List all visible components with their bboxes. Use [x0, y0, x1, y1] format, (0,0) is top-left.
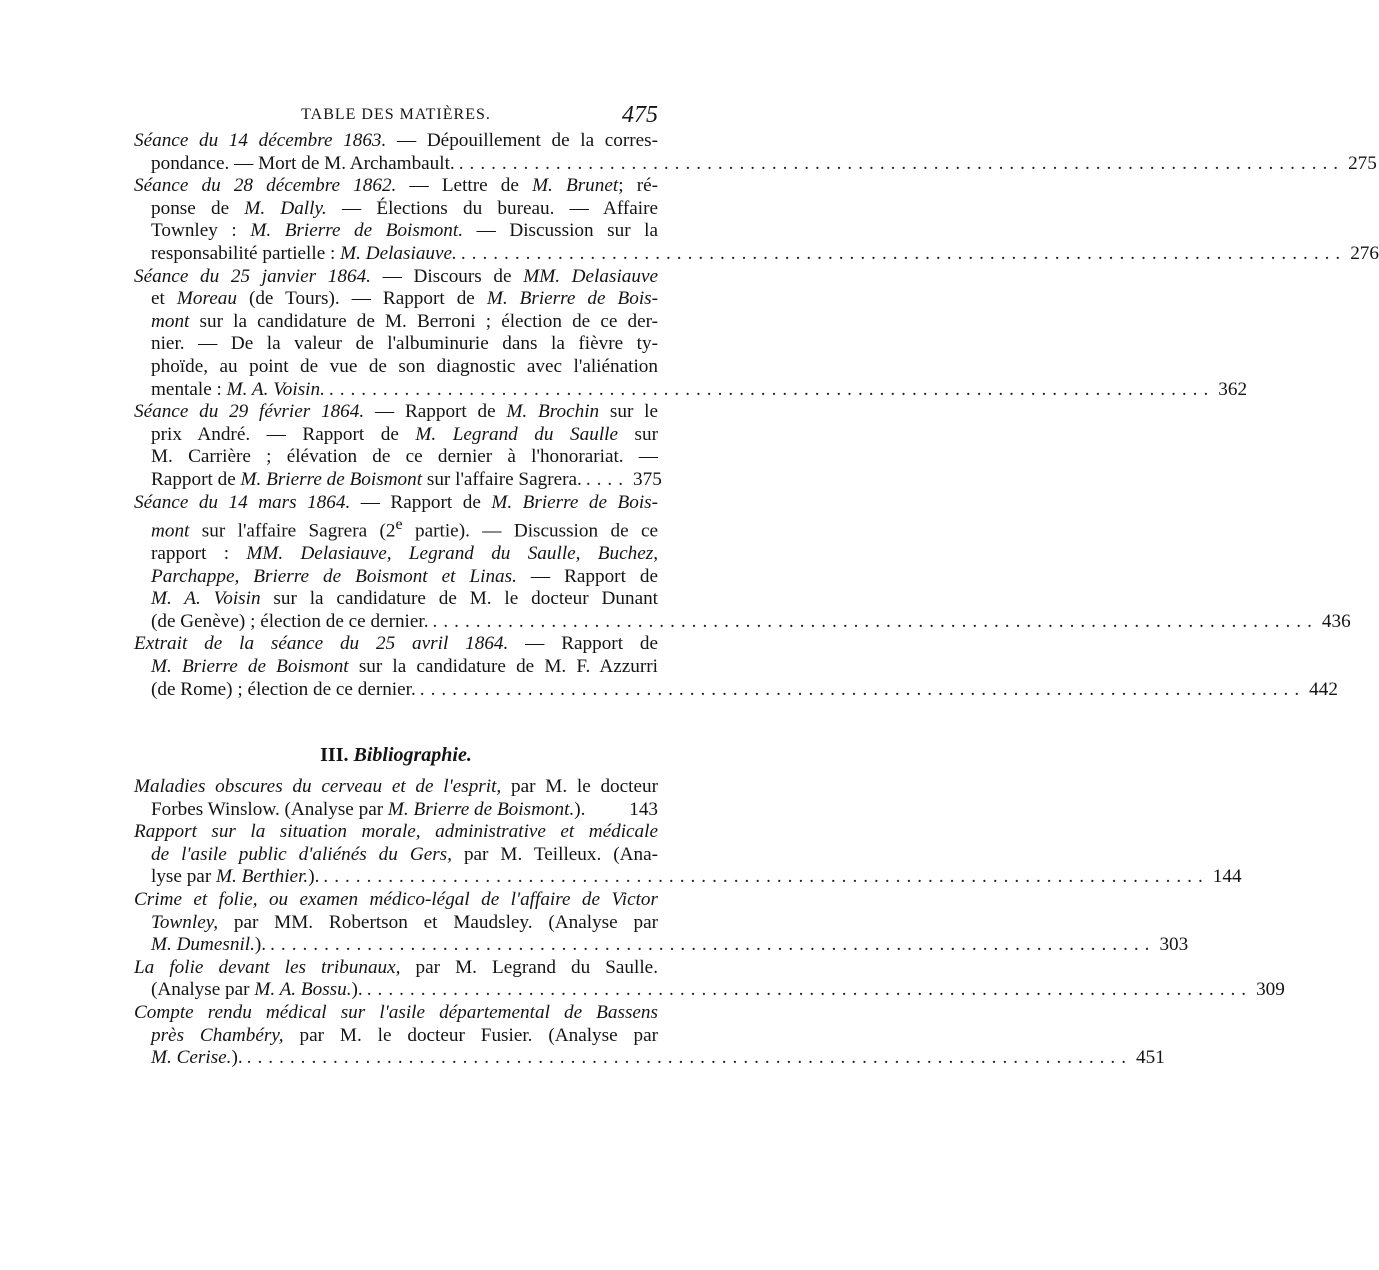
- page-ref: 143: [629, 798, 658, 820]
- toc-entry: Séance du 25 janvier 1864. — Discours de MM. Delasiauve et Moreau (de Tours). — Rapport de M. Brierre de Bois- mont sur la candidature de M. Berroni ; élection de ce der- nier. — De la valeur de l'albuminurie dans la fièvre ty- phoïde, au point de vue de son diagnostic avec l'aliénation mentale : M. A. Voisin. .................................................................................. 362: [134, 265, 1248, 400]
- bib-entry: Crime et folie, ou examen médico-légal de l'affaire de Victor Townley, par MM. Robertson et Maudsley. (Analyse par M. Dumesnil.). .................................................................................. 303: [134, 888, 1189, 956]
- bib-entry: Rapport sur la situation morale, administrative et médicale de l'asile public d'aliénés du Gers, par M. Teilleux. (Ana- lyse par M. Berthier.). .................................................................................. 144: [134, 821, 1242, 888]
- page-ref: 303: [1159, 934, 1189, 956]
- toc-entry: Séance du 29 février 1864. — Rapport de M. Brochin sur le prix André. — Rapport de M. Legrand du Saulle sur M. Carrière ; élévation de ce dernier à l'honorariat. — Rapport de M. Brierre de Boismont sur l'affaire Sagrera. .... 375: [134, 401, 662, 490]
- page-ref: 362: [1218, 378, 1248, 400]
- toc-entry: Séance du 14 mars 1864. — Rapport de M. Brierre de Bois- mont sur l'affaire Sagrera (2e partie). — Discussion de ce rapport : MM. Delasiauve, Legrand du Saulle, Buchez, Parchappe, Brierre de Boismont et Linas. — Rapport de M. A. Voisin sur la candidature de M. le docteur Dunant (de Genève) ; élection de ce dernier. .................................................................................. 436: [134, 491, 1351, 632]
- toc-entry: Séance du 28 décembre 1862. — Lettre de M. Brunet; ré- ponse de M. Dally. — Élections du bureau. — Affaire Townley : M. Brierre de Boismont. — Discussion sur la responsabilité partielle : M. Delasiauve. .................................................................................. 276: [134, 175, 1379, 264]
- page-ref: 436: [1321, 610, 1351, 632]
- page-ref: 375: [633, 468, 662, 490]
- page-ref: 144: [1212, 866, 1242, 888]
- page-ref: 309: [1256, 979, 1285, 1001]
- toc-entry: Séance du 14 décembre 1863. — Dépouillement de la corres- pondance. — Mort de M. Archambault. .................................................................................. 275: [134, 130, 1377, 174]
- bib-entry: La folie devant les tribunaux, par M. Legrand du Saulle. (Analyse par M. A. Bossu.). .................................................................................. 309: [134, 956, 1285, 1001]
- table-of-contents: [134, 130, 1379, 701]
- page-ref: 275: [1348, 152, 1377, 174]
- bib-entry: Maladies obscures du cerveau et de l'esprit, par M. le docteur Forbes Winslow. (Analyse par M. Brierre de Boismont.). 143: [134, 776, 658, 820]
- section-heading: III. Bibliographie.: [320, 744, 472, 766]
- header-page-number: 475: [622, 102, 658, 128]
- header-title: TABLE DES MATIÈRES.: [301, 106, 491, 123]
- page-ref: 442: [1309, 678, 1338, 700]
- running-header: [134, 102, 658, 128]
- bib-entry: Compte rendu médical sur l'asile départemental de Bassens près Chambéry, par M. le docteur Fusier. (Analyse par M. Cerise.). .................................................................................. 451: [134, 1001, 1165, 1069]
- bibliography-list: [134, 776, 1285, 1070]
- toc-entry: Extrait de la séance du 25 avril 1864. — Rapport de M. Brierre de Boismont sur la candidature de M. F. Azzurri (de Rome) ; élection de ce dernier. .................................................................................. 442: [134, 633, 1338, 700]
- page-ref: 276: [1350, 242, 1379, 264]
- page-ref: 451: [1136, 1047, 1165, 1069]
